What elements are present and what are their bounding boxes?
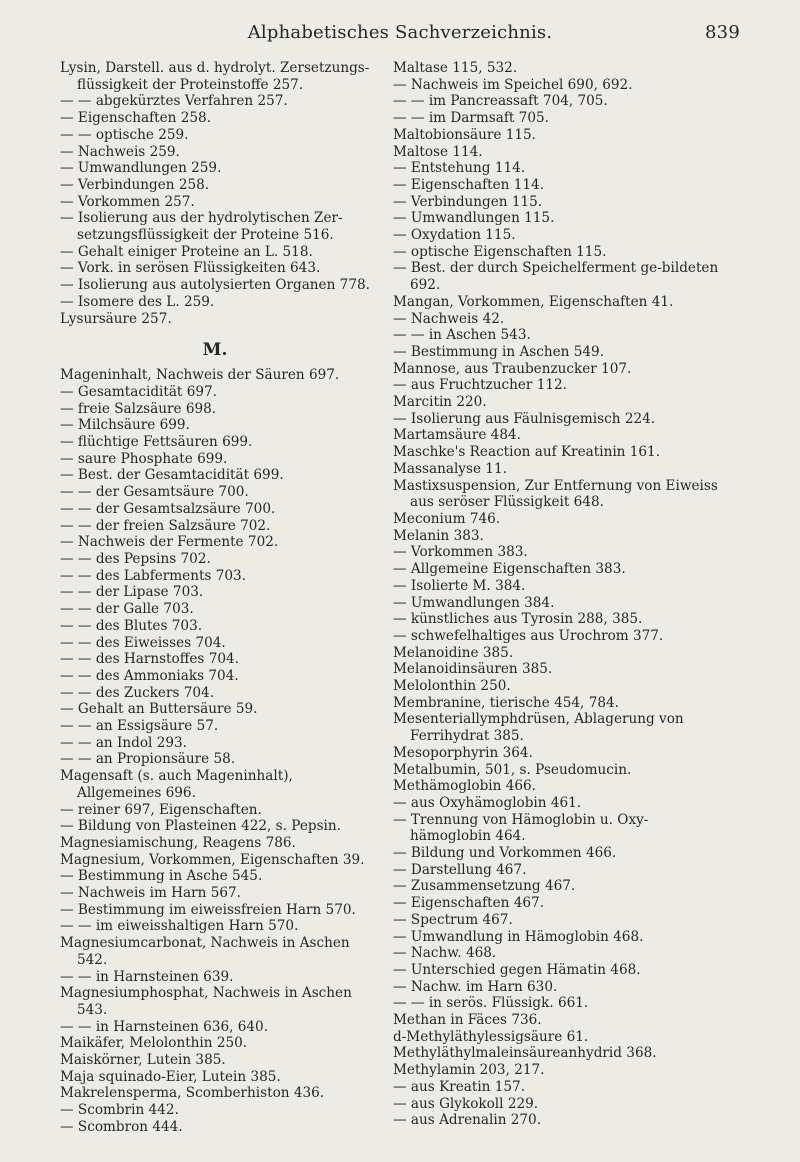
index-entry: d-Methyläthylessigsäure 61. bbox=[393, 1028, 589, 1045]
index-entry: — aus Oxyhämoglobin 461. bbox=[393, 794, 582, 811]
index-entry: — Entstehung 114. bbox=[393, 160, 526, 177]
left-column bbox=[60, 60, 370, 1136]
index-entry: — Vork. in serösen Flüssigkeiten 643. bbox=[60, 260, 321, 277]
index-entry: — aus Fruchtzucher 112. bbox=[393, 377, 568, 394]
index-entry: — Isolierung aus Fäulnisgemisch 224. bbox=[393, 410, 656, 427]
index-entry: — — des Harnstoffes 704. bbox=[60, 651, 239, 668]
index-entry: Methan in Fäces 736. bbox=[393, 1012, 542, 1029]
index-entry: — Gesamtacidität 697. bbox=[60, 383, 217, 400]
index-entry: Magnesiumcarbonat, Nachweis in Aschen 542. bbox=[60, 935, 350, 968]
index-entry: Magnesiamischung, Reagens 786. bbox=[60, 834, 296, 851]
index-entry: — — an Propionsäure 58. bbox=[60, 751, 236, 768]
index-entry: — Bestimmung in Asche 545. bbox=[60, 868, 263, 885]
index-entry: — Spectrum 467. bbox=[393, 911, 513, 928]
index-entry: Mesoporphyrin 364. bbox=[393, 744, 533, 761]
index-entry: — Nachw. im Harn 630. bbox=[393, 978, 558, 995]
index-entry: — Eigenschaften 114. bbox=[393, 176, 545, 193]
index-entry: Methylamin 203, 217. bbox=[393, 1062, 545, 1079]
index-entry: Maja squinado-Eier, Lutein 385. bbox=[60, 1068, 281, 1085]
index-entry: Melanin 383. bbox=[393, 527, 484, 544]
index-entry: Maschke's Reaction auf Kreatinin 161. bbox=[393, 444, 661, 461]
index-entry: Melanoidinsäuren 385. bbox=[393, 661, 553, 678]
index-entry: — Best. der Gesamtacidität 699. bbox=[60, 467, 284, 484]
index-entry: Methämoglobin 466. bbox=[393, 778, 536, 795]
index-entry: — Umwandlungen 384. bbox=[393, 594, 555, 611]
index-entry: — Nachweis 42. bbox=[393, 310, 505, 327]
index-entry: Methyläthylmaleinsäureanhydrid 368. bbox=[393, 1045, 657, 1062]
index-list-right bbox=[393, 60, 719, 1129]
index-entry: — Eigenschaften 258. bbox=[60, 110, 212, 127]
index-entry: — — des Eiweisses 704. bbox=[60, 634, 226, 651]
index-entry: — Umwandlung in Hämoglobin 468. bbox=[393, 928, 644, 945]
index-entry: — Bildung von Plasteinen 422, s. Pepsin. bbox=[60, 818, 341, 835]
index-entry: — — an Essigsäure 57. bbox=[60, 718, 219, 735]
index-entry: Mannose, aus Traubenzucker 107. bbox=[393, 360, 632, 377]
index-entry: — — der Galle 703. bbox=[60, 601, 194, 618]
index-entry: — — des Labferments 703. bbox=[60, 567, 246, 584]
index-entry: — Isolierung aus der hydrolytischen Zer-setzungsflüssigkeit der Proteine 516. bbox=[60, 210, 343, 244]
index-entry: Metalbumin, 501, s. Pseudomucin. bbox=[393, 761, 632, 778]
index-entry: — Milchsäure 699. bbox=[60, 417, 190, 434]
index-entry: — — der Gesamtsalzsäure 700. bbox=[60, 500, 276, 517]
index-entry: — Eigenschaften 467. bbox=[393, 895, 545, 912]
index-entry: — optische Eigenschaften 115. bbox=[393, 243, 607, 260]
index-entry: — — abgekürztes Verfahren 257. bbox=[60, 93, 288, 110]
index-entry: — schwefelhaltiges aus Urochrom 377. bbox=[393, 627, 664, 644]
index-entry: — Umwandlungen 115. bbox=[393, 210, 555, 227]
index-entry: — Scombron 444. bbox=[60, 1118, 183, 1135]
index-entry: — Verbindungen 115. bbox=[393, 193, 543, 210]
index-entry: Maltase 115, 532. bbox=[393, 60, 518, 76]
index-entry: Magnesiumphosphat, Nachweis in Aschen 543. bbox=[60, 985, 352, 1018]
index-entry: — Bestimmung im eiweissfreien Harn 570. bbox=[60, 901, 356, 918]
running-header bbox=[0, 20, 800, 46]
index-entry: — — in Harnsteinen 636, 640. bbox=[60, 1018, 269, 1035]
index-entry: — — der Lipase 703. bbox=[60, 584, 204, 601]
index-entry: — — des Zuckers 704. bbox=[60, 684, 215, 701]
index-entry: — — in Aschen 543. bbox=[393, 327, 531, 344]
index-entry: Meconium 746. bbox=[393, 510, 501, 527]
index-entry: — — des Pepsins 702. bbox=[60, 550, 211, 567]
index-entry: — Umwandlungen 259. bbox=[60, 160, 222, 177]
index-entry: — — in serös. Flüssigk. 661. bbox=[393, 995, 589, 1012]
index-entry: — Zusammensetzung 467. bbox=[393, 878, 576, 895]
index-entry: — — in Harnsteinen 639. bbox=[60, 968, 234, 985]
index-entry: Lysursäure 257. bbox=[60, 310, 172, 327]
index-entry: — aus Glykokoll 229. bbox=[393, 1095, 539, 1112]
index-entry: Membranine, tierische 454, 784. bbox=[393, 694, 619, 711]
index-entry: — Isomere des L. 259. bbox=[60, 293, 215, 310]
page-number: 839 bbox=[705, 22, 740, 43]
index-entry: Makrelensperma, Scomberhiston 436. bbox=[60, 1085, 325, 1102]
index-entry: — Bestimmung in Aschen 549. bbox=[393, 343, 605, 360]
index-entry: — reiner 697, Eigenschaften. bbox=[60, 801, 262, 818]
index-entry: — Isolierung aus autolysierten Organen 778. bbox=[60, 277, 370, 294]
index-entry: Maltose 114. bbox=[393, 143, 483, 160]
index-entry: — Nachweis der Fermente 702. bbox=[60, 534, 279, 551]
index-entry: — Gehalt an Buttersäure 59. bbox=[60, 701, 258, 718]
index-entry: — Scombrin 442. bbox=[60, 1102, 179, 1119]
index-entry: — — an Indol 293. bbox=[60, 734, 187, 751]
index-entry: Mastixsuspension, Zur Entfernung von Eiweiss aus seröser Flüssigkeit 648. bbox=[393, 477, 718, 511]
index-entry: — Nachweis im Speichel 690, 692. bbox=[393, 76, 633, 93]
index-entry: — freie Salzsäure 698. bbox=[60, 400, 217, 417]
index-list-l bbox=[60, 60, 370, 327]
index-entry: — Trennung von Hämoglobin u. Oxy-hämoglobin 464. bbox=[393, 811, 649, 845]
index-entry: — — im Pancreassaft 704, 705. bbox=[393, 93, 608, 110]
index-entry: — — im Darmsaft 705. bbox=[393, 110, 549, 127]
right-column bbox=[393, 60, 719, 1129]
index-entry: Mangan, Vorkommen, Eigenschaften 41. bbox=[393, 293, 674, 310]
index-entry: — Bildung und Vorkommen 466. bbox=[393, 845, 617, 862]
index-entry: — Isolierte M. 384. bbox=[393, 577, 526, 594]
index-entry: Melanoidine 385. bbox=[393, 644, 514, 661]
page-title: Alphabetisches Sachverzeichnis. bbox=[247, 22, 553, 43]
index-entry: — flüchtige Fettsäuren 699. bbox=[60, 434, 253, 451]
index-entry: — — der freien Salzsäure 702. bbox=[60, 517, 271, 534]
index-entry: — Gehalt einiger Proteine an L. 518. bbox=[60, 243, 313, 260]
index-entry: — Allgemeine Eigenschaften 383. bbox=[393, 561, 626, 578]
section-heading-m: M. bbox=[202, 340, 228, 361]
index-entry: — Darstellung 467. bbox=[393, 861, 527, 878]
index-entry: — Nachweis im Harn 567. bbox=[60, 885, 241, 902]
index-list-m bbox=[60, 367, 370, 1135]
index-entry: Martamsäure 484. bbox=[393, 427, 521, 444]
index-entry: Magnesium, Vorkommen, Eigenschaften 39. bbox=[60, 851, 365, 868]
index-entry: Maikäfer, Melolonthin 250. bbox=[60, 1035, 248, 1052]
index-entry: — saure Phosphate 699. bbox=[60, 450, 228, 467]
index-entry: Magensaft (s. auch Mageninhalt), Allgemeines 696. bbox=[60, 768, 293, 801]
index-entry: Lysin, Darstell. aus d. hydrolyt. Zersetzungs-flüssigkeit der Proteinstoffe 257. bbox=[60, 60, 370, 93]
index-entry: — Best. der durch Speichelferment ge-bildeten 692. bbox=[393, 260, 719, 294]
index-entry: Mesenteriallymphdrüsen, Ablagerung von Ferrihydrat 385. bbox=[393, 711, 684, 745]
index-entry: Maltobionsäure 115. bbox=[393, 126, 536, 143]
index-entry: — Nachw. 468. bbox=[393, 945, 497, 962]
index-entry: Massanalyse 11. bbox=[393, 460, 507, 477]
index-entry: — Vorkommen 383. bbox=[393, 544, 528, 561]
index-entry: — Oxydation 115. bbox=[393, 227, 516, 244]
index-entry: — Nachweis 259. bbox=[60, 143, 180, 160]
index-entry: — — des Blutes 703. bbox=[60, 617, 203, 634]
index-entry: — — des Ammoniaks 704. bbox=[60, 667, 239, 684]
index-entry: — — im eiweisshaltigen Harn 570. bbox=[60, 918, 299, 935]
index-entry: — aus Kreatin 157. bbox=[393, 1078, 526, 1095]
index-entry: Mageninhalt, Nachweis der Säuren 697. bbox=[60, 367, 340, 384]
index-entry: — aus Adrenalin 270. bbox=[393, 1112, 542, 1129]
index-entry: — künstliches aus Tyrosin 288, 385. bbox=[393, 611, 643, 628]
index-entry: Maiskörner, Lutein 385. bbox=[60, 1052, 226, 1069]
index-entry: — — der Gesamtsäure 700. bbox=[60, 484, 249, 501]
index-entry: — Verbindungen 258. bbox=[60, 176, 210, 193]
index-entry: — Vorkommen 257. bbox=[60, 193, 195, 210]
index-entry: Marcitin 220. bbox=[393, 394, 487, 411]
index-entry: — Unterschied gegen Hämatin 468. bbox=[393, 961, 641, 978]
index-entry: Melolonthin 250. bbox=[393, 678, 511, 695]
index-entry: — — optische 259. bbox=[60, 126, 189, 143]
